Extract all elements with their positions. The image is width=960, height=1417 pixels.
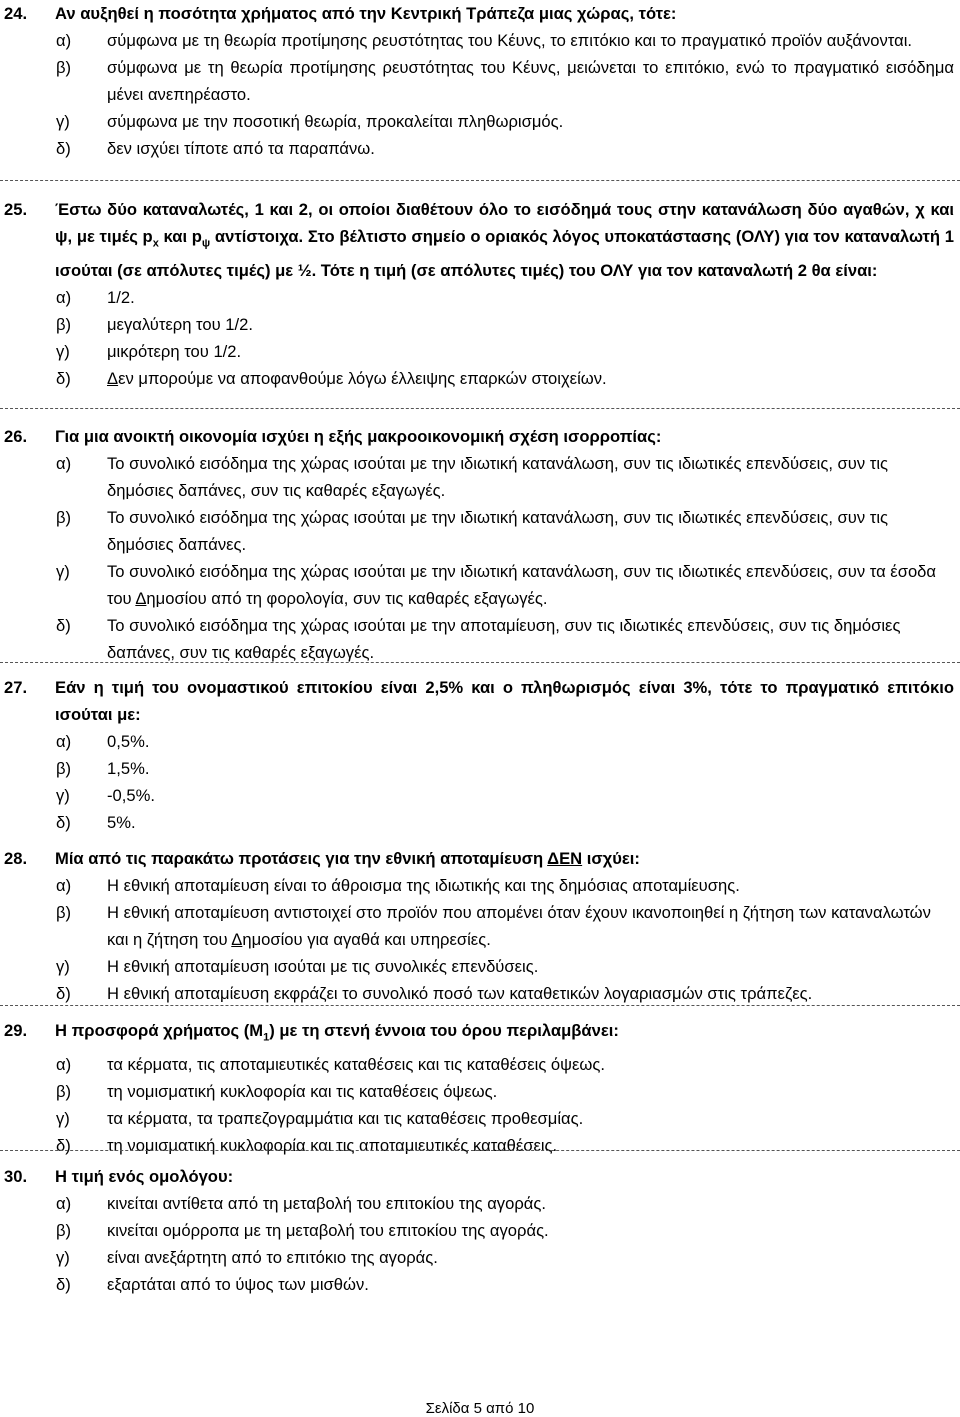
option-d: δ) τη νομισματική κυκλοφορία και τις αποταμιευτικές καταθέσεις. <box>56 1136 558 1156</box>
question-stem: 29. Η προσφορά χρήματος $(M_1)$ με τη στενή έννοια του όρου περιλαμβάνει: <box>0 1017 960 1051</box>
option-b: β) Η εθνική αποταμίευση αντιστοιχεί στο προϊόν που απομένει όταν έχουν ικανοποιηθεί η ζήτηση των καταναλωτών και η ζήτηση του Δημοσίου για αγαθά και υπηρεσίες. <box>56 903 931 949</box>
page-footer: Σελίδα 5 από 10 <box>425 1400 535 1417</box>
question-26 <box>0 423 960 666</box>
question-number: 28. <box>4 849 28 868</box>
option-a: α) τα κέρματα, τις αποταμιευτικές καταθέσεις και τις καταθέσεις όψεως. <box>56 1055 605 1075</box>
question-24 <box>0 0 960 162</box>
question-number: 26. <box>4 427 28 446</box>
option-c: γ) είναι ανεξάρτητη από το επιτόκιο της αγοράς. <box>56 1248 438 1267</box>
option-a: α) 1/2. <box>56 288 135 308</box>
option-c: γ) -0,5%. <box>56 786 155 805</box>
option-d: δ) 5%. <box>56 813 136 832</box>
option-b: β) τη νομισματική κυκλοφορία και τις καταθέσεις όψεως. <box>56 1082 498 1102</box>
option-a: α) σύμφωνα με τη θεωρία προτίμησης ρευστότητας του Κέυνς, το επιτόκιο και το πραγματικό προϊόν αυξάνονται. <box>56 31 913 50</box>
question-stem: 30. Η τιμή ενός ομολόγου: <box>0 1163 960 1190</box>
option-a: α) κινείται αντίθετα από τη μεταβολή του επιτοκίου της αγοράς. <box>56 1194 546 1213</box>
separator-line <box>0 662 960 663</box>
option-c: γ) Η εθνική αποταμίευση ισούται με τις συνολικές επενδύσεις. <box>56 957 539 976</box>
option-b: β) κινείται ομόρροπα με τη μεταβολή του επιτοκίου της αγοράς. <box>56 1221 549 1240</box>
option-c: γ) Το συνολικό εισόδημα της χώρας ισούται με την ιδιωτική κατανάλωση, συν τις ιδιωτικές επενδύσεις, συν τα έσοδα του Δημοσίου από τη φορολογία, συν τις καθαρές εξαγωγές. <box>56 562 937 608</box>
question-stem: 25. Έστω δύο καταναλωτές, 1 και 2, οι οποίοι διαθέτουν όλο το εισόδημά τους στην κατανάλωση δύο αγαθών, χ και ψ, με τιμές $p_x$ και $p_\psi$ αντίστοιχα. Στο βέλτιστο σημείο ο οριακός λόγος υποκατάστασης (ΟΛΥ) για τον καταναλωτή 1 ισούται (σε απόλυτες τιμές) με ½. Τότε η τιμή (σε απόλυτες τιμές) του ΟΛΥ για τον καταναλωτή 2 θα είναι: <box>0 196 960 284</box>
option-d: δ) Η εθνική αποταμίευση εκφράζει το συνολικό ποσό των καταθετικών λογαριασμών στις τράπεζες. <box>56 984 813 1003</box>
option-c: γ) τα κέρματα, τα τραπεζογραμμάτια και τις καταθέσεις προθεσμίας. <box>56 1109 584 1129</box>
question-stem: 27. Εάν η τιμή του ονομαστικού επιτοκίου είναι 2,5% και ο πληθωρισμός είναι 3%, τότε το πραγματικό επιτόκιο ισούται με: <box>0 674 960 728</box>
option-d: δ) εξαρτάται από το ύψος των μισθών. <box>56 1275 369 1294</box>
option-b: β) 1,5%. <box>56 759 150 778</box>
question-number: 29. <box>4 1021 28 1040</box>
option-d: δ) δεν ισχύει τίποτε από τα παραπάνω. <box>56 139 375 158</box>
separator-line <box>0 1005 960 1006</box>
separator-line <box>0 180 960 181</box>
option-d: δ) Το συνολικό εισόδημα της χώρας ισούται με την αποταμίευση, συν τις ιδιωτικές επενδύσεις, συν τις δημόσιες δαπάνες, συν τις καθαρές εξαγωγές. <box>56 616 901 662</box>
question-number: 27. <box>4 678 28 697</box>
question-29 <box>0 1017 960 1159</box>
option-d: δ) Δεν μπορούμε να αποφανθούμε λόγω έλλειψης επαρκών στοιχείων. <box>56 369 607 389</box>
option-a: α) 0,5%. <box>56 732 150 751</box>
option-a: α) Το συνολικό εισόδημα της χώρας ισούται με την ιδιωτική κατανάλωση, συν τις ιδιωτικές επενδύσεις, συν τις δημόσιες δαπάνες, συν τις καθαρές εξαγωγές. <box>56 454 889 500</box>
question-25 <box>0 196 960 392</box>
question-stem: 24. Αν αυξηθεί η ποσότητα χρήματος από την Κεντρική Τράπεζα μιας χώρας, τότε: <box>0 0 960 27</box>
question-27 <box>0 674 960 836</box>
option-a: α) Η εθνική αποταμίευση είναι το άθροισμα της ιδιωτικής και της δημόσιας αποταμίευσης. <box>56 876 740 895</box>
option-c: γ) σύμφωνα με την ποσοτική θεωρία, προκαλείται πληθωρισμός. <box>56 112 564 131</box>
question-stem: 26. Για μια ανοικτή οικονομία ισχύει η εξής μακροοικονομική σχέση ισορροπίας: <box>0 423 960 450</box>
question-number: 25. <box>4 200 28 219</box>
question-stem: 28. Μία από τις παρακάτω προτάσεις για την εθνική αποταμίευση ΔΕΝ ισχύει: <box>0 845 960 872</box>
separator-line <box>0 408 960 409</box>
option-b: β) μεγαλύτερη του 1/2. <box>56 315 253 335</box>
option-b: β) σύμφωνα με τη θεωρία προτίμησης ρευστότητας του Κέυνς, μειώνεται το επιτόκιο, ενώ το πραγματικό εισόδημα μένει ανεπηρέαστο. <box>56 58 954 104</box>
separator-line <box>0 1150 960 1151</box>
option-b: β) Το συνολικό εισόδημα της χώρας ισούται με την ιδιωτική κατανάλωση, συν τις ιδιωτικές επενδύσεις, συν τις δημόσιες δαπάνες. <box>56 508 889 554</box>
question-number: 24. <box>4 4 28 23</box>
option-c: γ) μικρότερη του 1/2. <box>56 342 242 362</box>
question-28 <box>0 845 960 1007</box>
question-30 <box>0 1163 960 1298</box>
question-number: 30. <box>4 1167 28 1186</box>
